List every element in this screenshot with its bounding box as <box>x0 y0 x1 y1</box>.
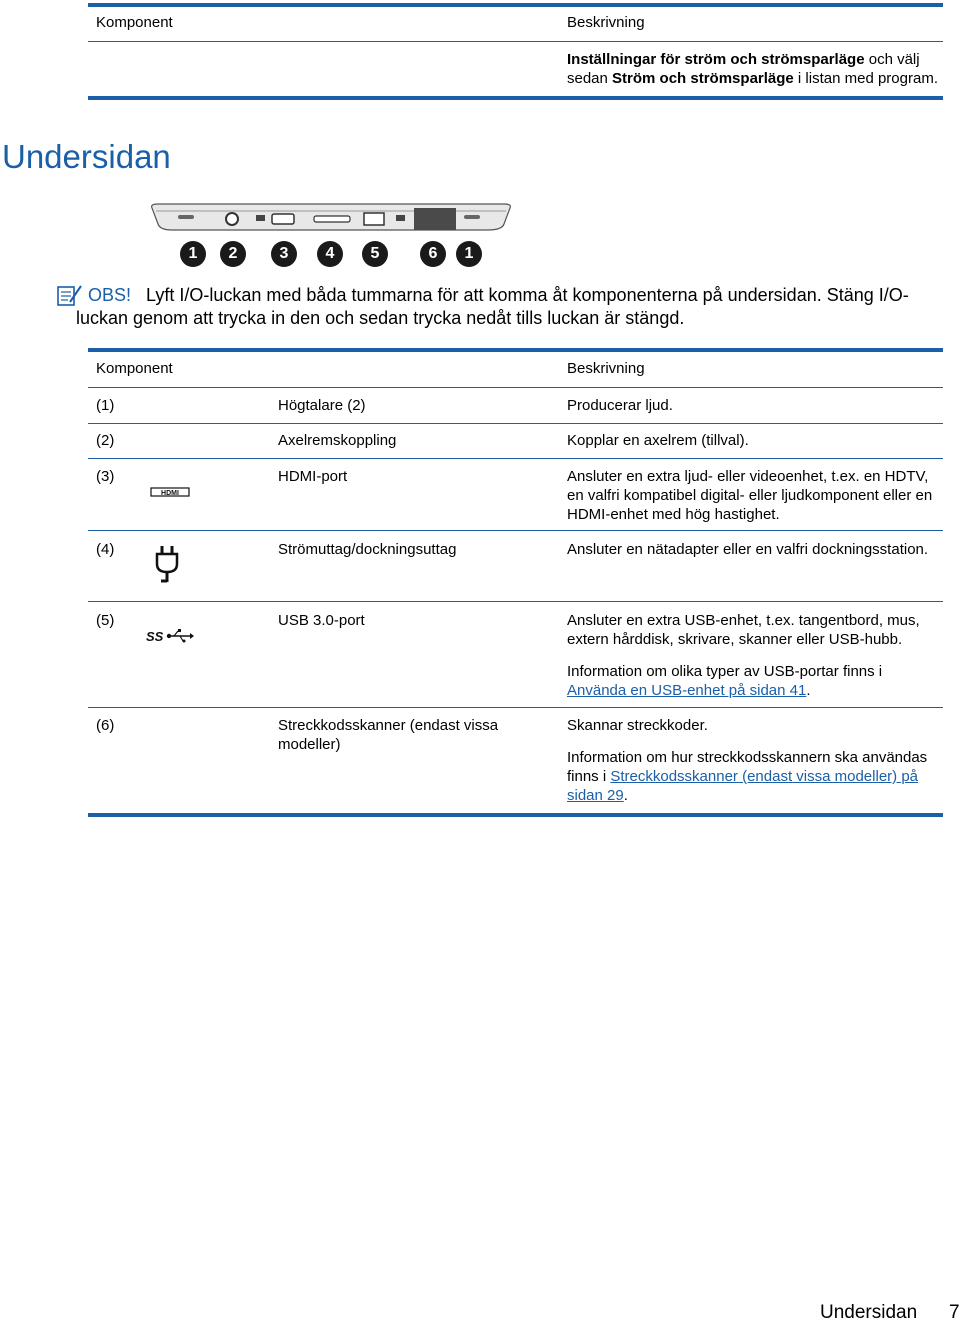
description-text: och välj sedan <box>567 51 920 87</box>
info-text: Information om olika typer av USB-portar finns i <box>567 663 883 680</box>
row-rule <box>88 530 943 531</box>
table-top-rule <box>88 3 943 7</box>
component-info <box>567 662 943 700</box>
component-description: Ansluter en extra USB-enhet, t.ex. tangentbord, mus, extern hårddisk, skrivare, skanner eller USB-hubb. <box>567 612 920 648</box>
row-number: (4) <box>96 541 115 558</box>
component-name: Streckkodsskanner (endast vissa modeller) <box>278 717 499 753</box>
row-rule <box>88 423 943 424</box>
footer-section-title: Undersidan <box>820 1302 918 1323</box>
note-label: OBS! <box>88 285 132 305</box>
row-rule <box>88 601 943 602</box>
power-plug-icon <box>152 544 182 584</box>
row-number: (2) <box>96 432 115 449</box>
row-rule <box>88 458 943 459</box>
callout-1: 1 <box>456 241 482 267</box>
table-bottom-rule <box>88 96 943 100</box>
description-text: i listan med program. <box>793 70 938 87</box>
settings-term: Inställningar för ström och strömsparläge <box>567 51 865 68</box>
callout-3: 3 <box>271 241 297 267</box>
page-number: 7 <box>949 1302 960 1323</box>
component-name: Axelremskoppling <box>278 432 397 449</box>
header-component: Komponent <box>96 360 173 377</box>
component-description: Producerar ljud. <box>567 397 673 414</box>
top-table <box>88 0 943 102</box>
section-heading: Undersidan <box>2 138 171 175</box>
callout-2: 2 <box>220 241 246 267</box>
callout-6: 6 <box>420 241 446 267</box>
callout-1: 1 <box>180 241 206 267</box>
note-text: Lyft I/O-luckan med båda tummarna för att komma åt komponenterna på undersidan. Stäng I/O-luckan genom att trycka in den och sedan trycka nedåt tills luckan är stängd. <box>76 285 909 328</box>
barcode-reference-link[interactable]: Streckkodsskanner (endast vissa modeller) på sidan 29 <box>567 768 918 804</box>
callout-4: 4 <box>317 241 343 267</box>
table-top-rule <box>88 348 943 352</box>
component-name: HDMI-port <box>278 468 348 485</box>
component-name: Strömuttag/dockningsuttag <box>278 541 457 558</box>
header-description: Beskrivning <box>567 360 645 377</box>
component-description: Ansluter en extra ljud- eller videoenhet, t.ex. en HDTV, en valfri kompatibel digital- eller ljudkomponent eller en HDMI-enhet med hög hastighet. <box>567 468 933 523</box>
component-name: USB 3.0-port <box>278 612 365 629</box>
info-text: . <box>623 787 628 804</box>
usb-superspeed-icon <box>146 628 194 644</box>
header-rule <box>88 41 943 42</box>
row-number: (1) <box>96 397 115 414</box>
info-text: Information om hur streckkodsskannern ska användas finns i <box>567 749 928 785</box>
svg-text:SS: SS <box>146 629 164 644</box>
note <box>76 284 946 330</box>
row-rule <box>88 707 943 708</box>
component-description: Ansluter en nätadapter eller en valfri dockningsstation. <box>567 541 929 558</box>
hdmi-icon <box>150 486 190 498</box>
row-number: (5) <box>96 612 115 629</box>
header-description: Beskrivning <box>567 14 645 31</box>
component-info <box>567 748 943 805</box>
component-description: Kopplar en axelrem (tillval). <box>567 432 749 449</box>
component-description: Skannar streckkoder. <box>567 717 708 734</box>
row-number: (3) <box>96 468 115 485</box>
header-component: Komponent <box>96 14 173 31</box>
component-name: Högtalare (2) <box>278 397 366 414</box>
components-table <box>88 346 943 826</box>
row-number: (6) <box>96 717 115 734</box>
svg-text:HDMI: HDMI <box>161 490 179 497</box>
info-text: . <box>806 682 811 699</box>
top-table-description <box>567 50 943 88</box>
settings-term: Ström och strömsparläge <box>612 70 794 87</box>
table-bottom-rule <box>88 813 943 817</box>
callout-5: 5 <box>362 241 388 267</box>
usb-reference-link[interactable]: Använda en USB-enhet på sidan 41 <box>567 682 807 699</box>
header-rule <box>88 387 943 388</box>
